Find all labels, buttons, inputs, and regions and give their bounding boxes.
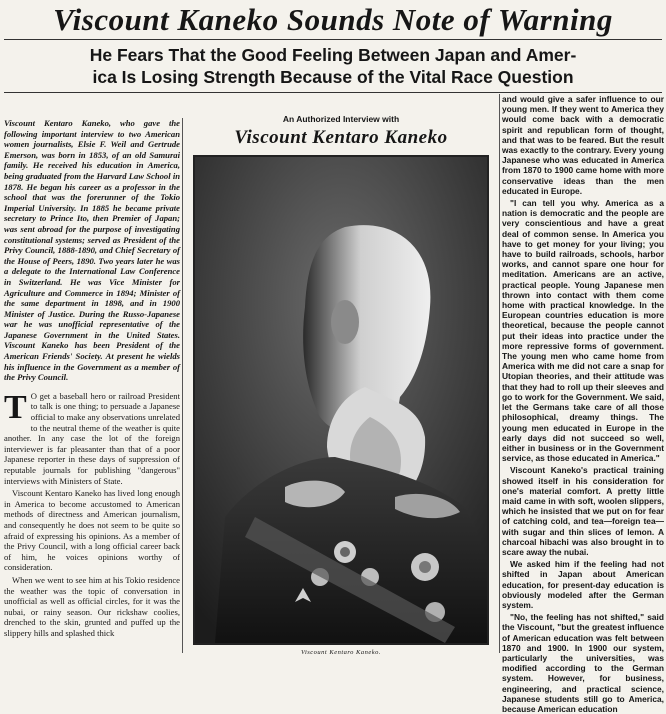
drop-cap: T — [4, 388, 27, 426]
intro-paragraph: Viscount Kentaro Kaneko, who gave the following important interview to two American women journalists, Elsie F. Weil and Gertrude Emerson, was born in 1853, of an old Samurai family. He received his education in America, being graduated from the Harvard Law School in 1878. He began his career as a professor in the school that was the forerunner of the Tokio Imperial University. In 1885 he became private secretary to Prince Ito, then Premier of Japan; was sent abroad for the purpose of investigating constitutional systems; served as President of the Privy Council, 1888-1890, and Chief Secretary of the House of Peers, 1890. Two years later he was a delegate to the International Law Conference in Switzerland. He was Vice Minister for Agriculture and Commerce in 1894; Minister of the same department in 1898, and in 1900 Minister of Justice. During the Russo-Japanese war he was unofficial representative of the Japanese Government in the United States. Viscount Kaneko has been President of the American Friends' Society. At present he wields his influence in the Government as a member of the Privy Council. — [4, 118, 180, 383]
lead-paragraph — [4, 388, 180, 486]
interview-label: An Authorized Interview with — [282, 114, 400, 124]
column-divider — [499, 94, 500, 653]
portrait-photo — [193, 155, 489, 645]
left-column — [4, 118, 180, 653]
subheadline — [20, 44, 646, 88]
subhead-rule — [4, 92, 662, 93]
headline: Viscount Kaneko Sounds Note of Warning — [53, 2, 613, 37]
right-column — [502, 94, 664, 714]
body-paragraph: and would give a safer influence to our young men. If they went to America they would come back with a democratic spirit and republican form of thought, and that was to be feared. But the result was exactly to the contrary. Every young Japanese who was educated in America from 1870 to 1900 came home with more conservative ideas than the men educated in Europe. — [502, 94, 664, 196]
middle-column — [185, 112, 497, 656]
body-paragraph: "No, the feeling has not shifted," said the Viscount, "but the greatest influence of American education was felt between 1870 and 1900. In 1900 our system, particularly the universities, was modified according to the German system. However, for business, engineering, and practical science, Japanese students still go to America, because American education — [502, 612, 664, 714]
body-paragraph: Viscount Kentaro Kaneko has lived long enough in America to become accustomed to American methods of directness and American journalism, and consequently he does not seem to be quite so afraid of expressing his opinions. As a member of the Privy Council, with a long official career back of him, he voices opinions worthy of consideration. — [4, 488, 180, 573]
body-paragraph: When we went to see him at his Tokio residence the weather was the topic of conversation in unofficial as well as official circles, for it was the nubai, or rainy season. Our rickshaw coolies, drenched to the skin, grunted and puffed up the slippery hills and splashed thick — [4, 574, 180, 638]
column-divider — [182, 118, 183, 653]
portrait-illustration — [195, 157, 487, 643]
body-paragraph: "I can tell you why. America as a nation is democratic and the people are very conscientious and have a great deal of common sense. In America you have to get money for your living; you have to build railroads, schools, harbor works, and cannot spare one hour for meditation. Americans are an active, practical people. Young Japanese men thrown into contact with them come home with practical knowledge. In the European countries education is more theoretical, because the people cannot put their ideas into practice under the more repressive forms of government. The young men who came home from America with me did not care a snap for Utopian theories, and their attitude was that they had to roll up their sleeves and go to work for the Government. We said, let the Germans take care of all those philosophical, dreamy things. The young men educated in Europe in the early days did not succeed so well, either in business or in the Government service, as those educated in America." — [502, 198, 664, 464]
body-paragraph: Viscount Kaneko's practical training showed itself in his consideration for one's material comfort. A pretty little maid came in with soft, woolen slippers, which he insisted that we put on for fear of catching cold, and tea—foreign tea—with sugar and thin slices of lemon. A charcoal hibachi was also brought in to scare away the nubai. — [502, 465, 664, 557]
photo-caption: Viscount Kentaro Kaneko. — [300, 649, 382, 656]
subhead-line-1: He Fears That the Good Feeling Between Japan and Amer- — [89, 45, 577, 65]
subhead-line-2: ica Is Losing Strength Because of the Vital Race Question — [92, 67, 574, 87]
lead-paragraph-text: O get a baseball hero or railroad President to talk is one thing; to persuade a Japanese official to make any observations unrelated to the neutral theme of the weather is quite another. In any case the lot of the foreign interviewer is far pleasanter than that of a poor Japanese reporter in these days of suppression of reputable journals for publishing "dangerous" interviews with Ministers of State. — [4, 390, 180, 486]
headline-rule — [4, 39, 662, 40]
interviewee-name: Viscount Kentaro Kaneko — [234, 127, 448, 148]
body-paragraph: We asked him if the feeling had not shifted in Japan about American education, for present-day education is obviously modeled after the German system. — [502, 559, 664, 610]
